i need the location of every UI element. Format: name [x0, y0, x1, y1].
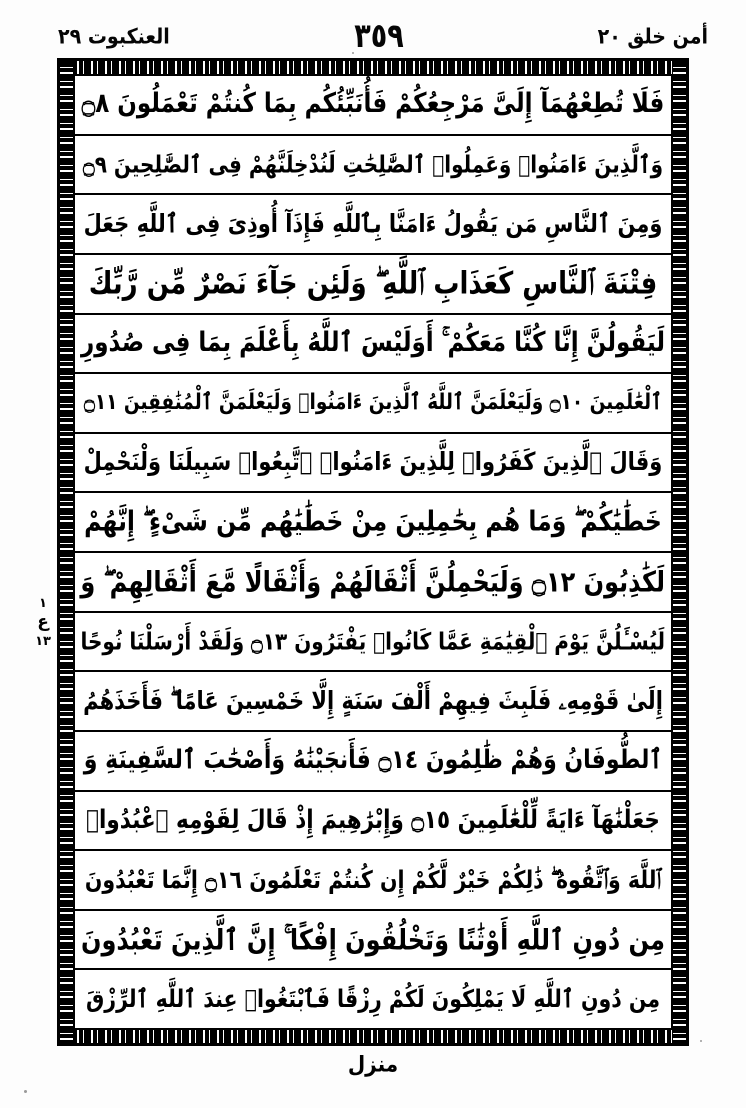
- ayah-text: وَمِنَ ٱلنَّاسِ مَن يَقُولُ ءَامَنَّا بِٱللَّهِ فَإِذَآ أُوذِىَ فِى ٱللَّهِ جَعَلَ: [83, 209, 663, 238]
- page-header: [40, 18, 718, 56]
- ayah-text: خَطَٰيَٰكُمْ ۖ وَمَا هُم بِحَٰمِلِينَ مِنْ خَطَٰيَٰهُم مِّن شَىْءٍ ۖ إِنَّهُمْ: [84, 504, 662, 538]
- ayah-line: [75, 732, 671, 792]
- ayah-text: وَٱلَّذِينَ ءَامَنُوا۟ وَعَمِلُوا۟ ٱلصَّٰلِحَٰتِ لَنُدْخِلَنَّهُمْ فِى ٱلصَّٰلِحِينَ ۝٩: [82, 150, 664, 179]
- ayah-line: [75, 970, 671, 1028]
- ayah-text: مِن دُونِ ٱللَّهِ أَوْثَٰنًا وَتَخْلُقُونَ إِفْكًا ۚ إِنَّ ٱلَّذِينَ تَعْبُدُونَ: [80, 923, 665, 957]
- decorative-border-frame: [57, 58, 689, 1046]
- ayah-line: [75, 792, 671, 852]
- manzil-label: منزل: [347, 1050, 399, 1078]
- surah-name-label: العنكبوت ٢٩: [58, 24, 170, 50]
- page-footer: [0, 1052, 746, 1076]
- ayah-text: ٱللَّهَ وَٱتَّقُوهُ ۖ ذَٰلِكُمْ خَيْرٌ لَّكُمْ إِن كُنتُمْ تَعْلَمُونَ ۝١٦ إِنَّمَا تَعْبُدُونَ: [84, 865, 662, 894]
- ruku-count-top: ١: [39, 596, 47, 611]
- ayah-line: [75, 136, 671, 196]
- juz-label: أمن خلق ٢٠: [597, 24, 708, 50]
- ayah-text: لَيُسْـَٔلُنَّ يَوْمَ ٱلْقِيَٰمَةِ عَمَّا كَانُوا۟ يَفْتَرُونَ ۝١٣ وَلَقَدْ أَرْسَلْنَا نُوحًا: [80, 627, 665, 656]
- ayah-line: [75, 911, 671, 971]
- ayah-line: [75, 493, 671, 553]
- scan-speckle: [352, 52, 354, 54]
- ayah-line: [75, 315, 671, 375]
- ruku-count-bottom: ١٣: [35, 633, 51, 649]
- ayah-text: ٱلطُّوفَانُ وَهُمْ ظَٰلِمُونَ ۝١٤ فَأَنجَيْنَٰهُ وَأَصْحَٰبَ ٱلسَّفِينَةِ وَ: [83, 745, 663, 775]
- ayah-text: فِتْنَةَ ٱلنَّاسِ كَعَذَابِ ٱللَّهِ ۖ وَلَئِن جَآءَ نَصْرٌ مِّن رَّبِّكَ: [88, 265, 658, 302]
- ayah-line-list: [75, 76, 671, 1028]
- ruku-marker: [30, 596, 56, 650]
- ayah-line: [75, 374, 671, 434]
- ayah-line: [75, 672, 671, 732]
- ayah-line: [75, 613, 671, 673]
- ayah-text: لَكَٰذِبُونَ ۝١٢ وَلَيَحْمِلُنَّ أَثْقَالَهُمْ وَأَثْقَالًا مَّعَ أَثْقَالِهِمْ ۖ وَ: [80, 565, 665, 599]
- ayah-text: ٱلْعَٰلَمِينَ ۝١٠ وَلَيَعْلَمَنَّ ٱللَّهُ ٱلَّذِينَ ءَامَنُوا۟ وَلَيَعْلَمَنَّ ٱلْمُنَٰفِقِينَ ۝١١: [84, 389, 662, 415]
- ayah-line: [75, 553, 671, 613]
- border-ornament-bottom: [60, 1030, 686, 1043]
- border-ornament-right: [673, 61, 686, 1043]
- ruku-symbol-icon: ع: [37, 612, 49, 633]
- ayah-text: وَقَالَ ٱلَّذِينَ كَفَرُوا۟ لِلَّذِينَ ءَامَنُوا۟ ٱتَّبِعُوا۟ سَبِيلَنَا وَلْنَحْمِلْ: [83, 447, 663, 477]
- ayah-text: مِن دُونِ ٱللَّهِ لَا يَمْلِكُونَ لَكُمْ رِزْقًا فَٱبْتَغُوا۟ عِندَ ٱللَّهِ ٱلرِّزْقَ: [85, 984, 661, 1014]
- border-ornament-left: [60, 61, 73, 1043]
- ayah-text: لَيَقُولُنَّ إِنَّا كُنَّا مَعَكُمْ ۚ أَوَلَيْسَ ٱللَّهُ بِأَعْلَمَ بِمَا فِى صُدُورِ: [81, 327, 665, 359]
- ayah-line: [75, 851, 671, 911]
- ayah-line: [75, 434, 671, 494]
- ayah-line: [75, 76, 671, 136]
- ayah-text: فَلَا تُطِعْهُمَآ إِلَىَّ مَرْجِعُكُمْ فَأُنَبِّئُكُم بِمَا كُنتُمْ تَعْمَلُونَ ۝٨: [81, 88, 665, 120]
- border-ornament-top: [60, 61, 686, 74]
- page-number: ٣٥٩: [354, 17, 404, 56]
- ayah-line: [75, 195, 671, 255]
- ayah-text: إِلَىٰ قَوْمِهِۦ فَلَبِثَ فِيهِمْ أَلْفَ سَنَةٍ إِلَّا خَمْسِينَ عَامًا ۖ فَأَخَذَهُمُ: [83, 686, 663, 715]
- scan-speckle: [24, 1090, 27, 1093]
- scan-speckle: [700, 1040, 702, 1042]
- ayah-line: [75, 255, 671, 315]
- ayah-text: جَعَلْنَٰهَآ ءَايَةً لِّلْعَٰلَمِينَ ۝١٥ وَإِبْرَٰهِيمَ إِذْ قَالَ لِقَوْمِهِ ٱعْبُدُوا۟: [86, 805, 660, 835]
- text-area: [73, 74, 673, 1030]
